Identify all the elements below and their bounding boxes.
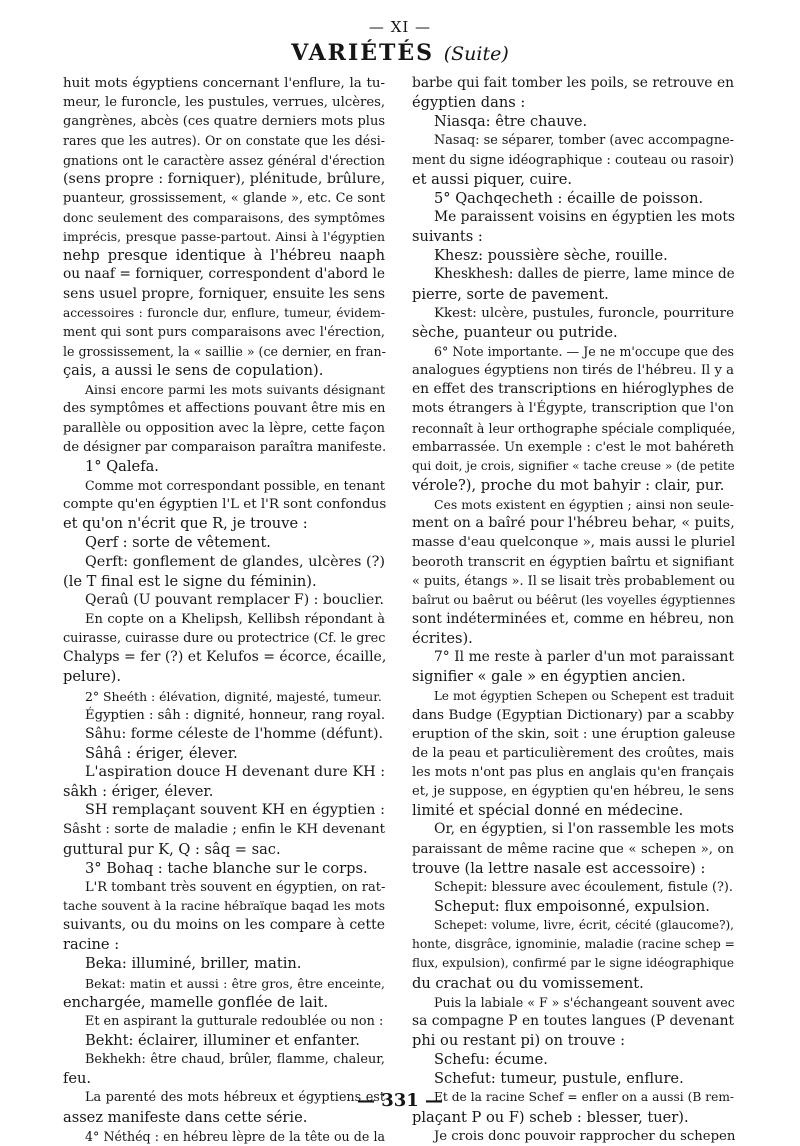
text-line: çais, a aussi le sens de copulation). [63, 362, 324, 380]
text-line: L'R tombant très souvent en égyptien, on rat- [85, 879, 386, 895]
text-line: limité et spécial donné en médecine. [412, 802, 684, 820]
text-line: Chalyps = fer (?) et Kelufos = écorce, écaille, [63, 649, 387, 666]
text-line: Et en aspirant la gutturale redoublée ou non : [85, 1013, 384, 1029]
text-line: baîrut ou baêrut ou béêrut (les voyelles égyptiennes [412, 592, 736, 607]
text-line: En copte on a Khelipsh, Kellibsh répondant à [85, 611, 385, 627]
text-line: Sâhâ : ériger, élever. [85, 744, 238, 762]
text-line: 6° Note importante. — Je ne m'occupe que des [434, 343, 734, 359]
text-line: SH remplaçant souvent KH en égyptien : [85, 802, 385, 819]
text-line: Beka: illuminé, briller, matin. [85, 955, 302, 973]
text-line: Puis la labiale « F » s'échangeant souvent avec [434, 994, 735, 1010]
text-line: égyptien dans : [412, 94, 526, 112]
text-line: Schepet: volume, livre, écrit, cécité (glaucome?), [434, 918, 734, 933]
text-line: le grossissement, la « saillie » (ce dernier, en fran- [63, 343, 386, 359]
text-line: accessoires : furoncle dur, enflure, tumeur, évidem- [63, 305, 385, 320]
text-line: et aussi piquer, cuire. [412, 170, 573, 188]
text-line: plaçant P ou F) scheb : blesser, tuer). [412, 1108, 689, 1126]
text-line: sa compagne P en toutes langues (P devenant [412, 1012, 734, 1029]
text-line: feu. [63, 1070, 92, 1088]
text-line: gnations ont le caractère assez général d'érection [63, 152, 385, 168]
text-line: 5° Qachqecheth : écaille de poisson. [434, 189, 704, 207]
text-line: meur, le furoncle, les pustules, verrues, ulcères, [63, 95, 386, 111]
text-line: gangrènes, abcès (ces quatre derniers mots plus [63, 114, 385, 130]
text-line: enchargée, mamelle gonflée de lait. [63, 993, 329, 1011]
text-line: Bekhekh: être chaud, brûler, flamme, chaleur, [85, 1052, 385, 1068]
text-line: racine : [63, 936, 120, 954]
text-line: 3° Bohaq : tache blanche sur le corps. [85, 859, 368, 877]
text-line: mots étrangers à l'Égypte, transcription que l'on [412, 401, 734, 417]
text-line: assez manifeste dans cette série. [63, 1108, 308, 1126]
text-line: Qerf : sorte de vêtement. [85, 534, 271, 552]
text-line: Kheskhesh: dalles de pierre, lame mince de [434, 266, 735, 283]
text-line: 7° Il me reste à parler d'un mot paraissant [434, 649, 734, 666]
text-line: Schefut: tumeur, pustule, enflure. [434, 1070, 684, 1088]
text-line: « puits, étangs ». Il se lisait très probablement ou [412, 573, 736, 589]
text-line: trouve (la lettre nasale est accessoire) : [412, 859, 706, 877]
text-line: et, je suppose, en égyptien qu'en hébreu, le sens [412, 784, 734, 800]
text-line: huit mots égyptiens concernant l'enflure, la tu- [63, 76, 385, 91]
text-line: de désigner par comparaison paraîtra manifeste. [63, 439, 387, 455]
text-line: Bekht: éclairer, illuminer et enfanter. [85, 1032, 360, 1050]
text-line: analogues égyptiens non tirés de l'hébreu. Il y a [412, 363, 734, 379]
text-line: ou naaf = forniquer, correspondent d'abord le [63, 266, 386, 283]
text-line: qui doit, je crois, signifier « tache creuse » (de petite [412, 458, 735, 473]
text-line: suivants : [412, 228, 483, 246]
text-line: Égyptien : sâh : dignité, honneur, rang royal. [85, 707, 386, 723]
text-line: barbe qui fait tomber les poils, se retrouve en [412, 75, 734, 91]
text-line: Sâsht : sorte de maladie ; enfin le KH devenant [63, 822, 385, 838]
text-line: embarrassée. Un exemple : c'est le mot bahéreth [412, 439, 734, 455]
text-line: pierre, sorte de pavement. [412, 285, 609, 303]
text-line: 2° Sheéth : élévation, dignité, majesté, tumeur. [85, 688, 382, 704]
text-line: Qeraû (U pouvant remplacer F) : bouclier. [85, 591, 384, 608]
text-line: et qu'on n'écrit que R, je trouve : [63, 515, 308, 533]
text-line: parallèle ou opposition avec la lèpre, cette façon [63, 420, 385, 436]
text-line: ment on a baîré pour l'hébreu behar, « puits, [412, 515, 735, 532]
text-line: honte, disgrâce, ignominie, maladie (racine schep = [412, 937, 735, 952]
left-column [63, 74, 385, 1146]
text-line: beoroth transcrit en égyptien baîrtu et signifiant [412, 554, 734, 570]
text-line: La parenté des mots hébreux et égyptiens est [85, 1090, 385, 1106]
text-line: suivants, ou du moins on les compare à cette [63, 917, 385, 934]
text-line: masse d'eau quelconque », mais aussi le pluriel [412, 535, 736, 551]
text-line: Niasqa: être chauve. [434, 113, 588, 131]
text-line: pelure). [63, 668, 121, 686]
text-line: phi ou restant pi) on trouve : [412, 1032, 626, 1050]
text-line: eruption of the skin, soit : une éruption galeuse [412, 726, 736, 742]
text-line: Bekat: matin et aussi : être gros, être enceinte, [85, 975, 385, 991]
text-line: sont indéterminées et, comme en hébreu, non [412, 610, 735, 627]
text-line: reconnaît à leur orthographe spéciale compliquée, [412, 420, 736, 436]
text-line: écrites). [412, 630, 473, 648]
text-line: Et de la racine Schef = enfler on a aussi (B rem- [434, 1090, 734, 1105]
text-line: en effet des transcriptions en hiéroglyphes de [412, 381, 734, 398]
text-line: vérole?), proche du mot bahyir : clair, pur. [412, 476, 725, 494]
text-line: signifier « gale » en égyptien ancien. [412, 668, 686, 686]
text-line: Ces mots existent en égyptien ; ainsi non seule- [434, 497, 734, 513]
text-line: guttural pur K, Q : sâq = sac. [63, 840, 281, 858]
text-line: de la peau et particulièrement des croûtes, mais [412, 745, 734, 761]
text-line: rares que les autres). Or on constate que les dési- [63, 133, 385, 149]
text-line: Schefu: écume. [434, 1051, 548, 1069]
text-line: puanteur, grossissement, « glande », etc. Ce sont [63, 190, 385, 206]
text-line: 1° Qalefa. [85, 457, 159, 475]
text-line: Je crois donc pouvoir rapprocher du schepen [434, 1128, 736, 1144]
text-line: Me paraissent voisins en égyptien les mots [434, 208, 735, 225]
text-line: (le T final est le signe du féminin). [63, 572, 317, 590]
text-line: Schepit: blessure avec écoulement, fistule (?). [434, 879, 733, 895]
section-title [0, 40, 800, 66]
text-line: dans Budge (Egyptian Dictionary) par a scabby [412, 707, 734, 723]
text-line: Le mot égyptien Schepen ou Schepent est traduit [434, 688, 734, 703]
text-line: du crachat ou du vomissement. [412, 974, 644, 992]
text-line: Scheput: flux empoisonné, expulsion. [434, 898, 710, 916]
text-line: Qerft: gonflement de glandes, ulcères (?) [85, 553, 385, 570]
text-line: des symptômes et affections pouvant être mis en [63, 401, 386, 417]
folio: — XI — [368, 18, 432, 36]
text-line: ment qui sont purs comparaisons avec l'érection, [63, 324, 385, 340]
text-line: les mots n'ont pas plus en anglais qu'en français [412, 765, 734, 781]
text-line: cuirasse, cuirasse dure ou protectrice (Cf. le grec [63, 631, 386, 647]
title-main: VARIÉTÉS [291, 40, 435, 66]
text-line: nehp presque identique à l'hébreu naaph [63, 247, 385, 265]
text-line: Or, en égyptien, si l'on rassemble les mots [434, 821, 735, 838]
text-line: compte qu'en égyptien l'L et l'R sont confondus [63, 497, 387, 513]
text-line: Khesz: poussière sèche, rouille. [434, 247, 668, 265]
text-line: flux, expulsion), confirmé par le signe idéographique [412, 956, 734, 971]
text-line: Comme mot correspondant possible, en tenant [85, 477, 385, 493]
text-line: ment du signe idéographique : couteau ou rasoir) [412, 152, 734, 168]
text-line: L'aspiration douce H devenant dure KH : [85, 764, 386, 781]
text-line: (sens propre : forniquer), plénitude, brûlure, [63, 170, 386, 187]
page-number: — 331 — [356, 1090, 444, 1111]
text-line: donc seulement des comparaisons, des symptômes [63, 209, 385, 225]
text-line: paraissant de même racine que « schepen », on [412, 841, 734, 857]
text-line: imprécis, presque passe-partout. Ainsi à l'égyptien [63, 229, 385, 245]
right-column [412, 74, 734, 1146]
title-subtitle: (Suite) [443, 43, 509, 65]
text-line: Kkest: ulcère, pustules, furoncle, pourriture [434, 305, 734, 321]
text-line: 4° Néthéq : en hébreu lèpre de la tête ou de la [85, 1128, 385, 1144]
text-line: tache souvent à la racine hébraïque baqad les mots [63, 899, 385, 914]
text-line: sèche, puanteur ou putride. [412, 323, 618, 341]
text-line: sens usuel propre, forniquer, ensuite les sens [63, 285, 385, 302]
text-line: Sâhu: forme céleste de l'homme (défunt). [85, 725, 384, 742]
text-line: Ainsi encore parmi les mots suivants désignant [85, 382, 385, 398]
text-line: Nasaq: se séparer, tomber (avec accompagne- [434, 133, 734, 149]
text-line: sâkh : ériger, élever. [63, 783, 214, 801]
